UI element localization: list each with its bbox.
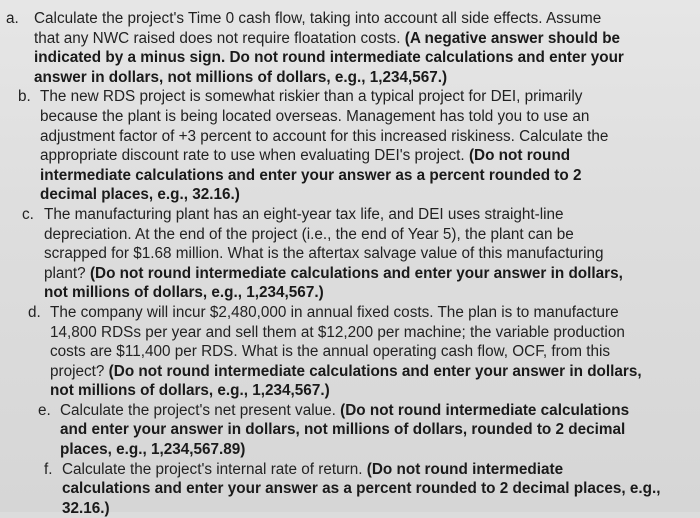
question-line [34,9,686,29]
body-text: because the plant is being located overseas. Management has told you to use an [40,107,590,125]
question-marker: f. [44,460,53,478]
question-line [50,342,686,362]
question-line [44,205,686,225]
question-line [44,225,686,245]
body-text: The new RDS project is somewhat riskier than a typical project for DEI, primarily [40,88,583,106]
question-line [40,185,686,205]
question-line [50,362,686,382]
body-text: Calculate the project's internal rate of return. [62,460,367,478]
instruction-text: indicated by a minus sign. Do not round intermediate calculations and enter your [34,49,624,67]
body-text: costs are $11,400 per RDS. What is the annual operating cash flow, OCF, from this [50,343,611,361]
question-line [62,479,686,499]
instruction-text: not millions of dollars, e.g., 1,234,567.) [44,284,324,302]
question-text [50,303,686,401]
question-marker: b. [18,88,31,106]
instruction-text: (Do not round intermediate calculations and enter your answer in dollars, [108,362,642,380]
body-text: The company will incur $2,480,000 in annual fixed costs. The plan is to manufacture [50,303,619,321]
instruction-text: decimal places, e.g., 32.16.) [40,186,240,204]
question-line [62,499,686,518]
question-line [44,264,686,284]
question-text [44,205,686,303]
body-text: Calculate the project's net present value. [60,401,341,419]
question-b [6,87,686,205]
question-text [40,87,686,205]
body-text: project? [50,362,109,380]
instruction-text: (Do not round intermediate calculations [340,401,630,419]
body-text: Calculate the project's Time 0 cash flow, taking into account all side effects. Assume [34,10,602,27]
question-a [6,9,686,87]
instruction-text: and enter your answer in dollars, not millions of dollars, rounded to 2 decimal [60,421,626,439]
instruction-text: calculations and enter your answer as a percent rounded to 2 decimal places, e.g., [62,480,661,498]
question-line [34,48,686,68]
question-line [44,283,686,303]
question-text [34,9,686,87]
instruction-text: (Do not round [468,147,571,165]
question-marker: d. [28,303,41,321]
body-text: appropriate discount rate to use when evaluating DEI's project. [40,147,469,165]
body-text: plant? [44,264,90,282]
question-d [6,303,686,401]
question-line [50,323,686,343]
question-line [60,440,686,460]
instruction-text: (Do not round intermediate [366,460,564,478]
question-text [60,401,686,460]
question-line [60,420,686,440]
body-text: 14,800 RDSs per year and sell them at $12,200 per machine; the variable production [50,323,625,341]
instruction-text: places, e.g., 1,234,567.89) [60,441,246,459]
question-line [40,166,686,186]
question-line [50,381,686,401]
question-marker: c. [22,205,34,223]
question-line [40,146,686,166]
question-marker: e. [38,401,51,419]
instruction-text: 32.16.) [62,499,110,517]
question-e [6,401,686,460]
body-text: scrapped for $1.68 million. What is the aftertax salvage value of this manufacturing [44,245,604,263]
body-text: The manufacturing plant has an eight-year tax life, and DEI uses straight-line [44,205,564,223]
question-line [62,460,686,480]
question-line [34,29,686,49]
question-line [44,244,686,264]
question-line [60,401,686,421]
question-c [6,205,686,303]
question-line [50,303,686,323]
question-text [62,460,686,518]
body-text: that any NWC raised does not require floatation costs. [34,29,405,47]
question-f [6,460,686,518]
body-text: depreciation. At the end of the project (i.e., the end of Year 5), the plant can be [44,225,574,243]
question-marker: a. [6,10,19,27]
question-line [40,127,686,147]
question-line [34,68,686,88]
instruction-text: not millions of dollars, e.g., 1,234,567.) [50,382,330,400]
instruction-text: (A negative answer should be [404,29,621,47]
question-line [40,107,686,127]
instruction-text: (Do not round intermediate calculations and enter your answer in dollars, [89,264,623,282]
question-line [40,87,686,107]
body-text: adjustment factor of +3 percent to account for this increased riskiness. Calculate the [40,127,609,145]
instruction-text: intermediate calculations and enter your answer as a percent rounded to 2 [40,166,582,184]
instruction-text: answer in dollars, not millions of dollars, e.g., 1,234,567.) [34,68,448,86]
